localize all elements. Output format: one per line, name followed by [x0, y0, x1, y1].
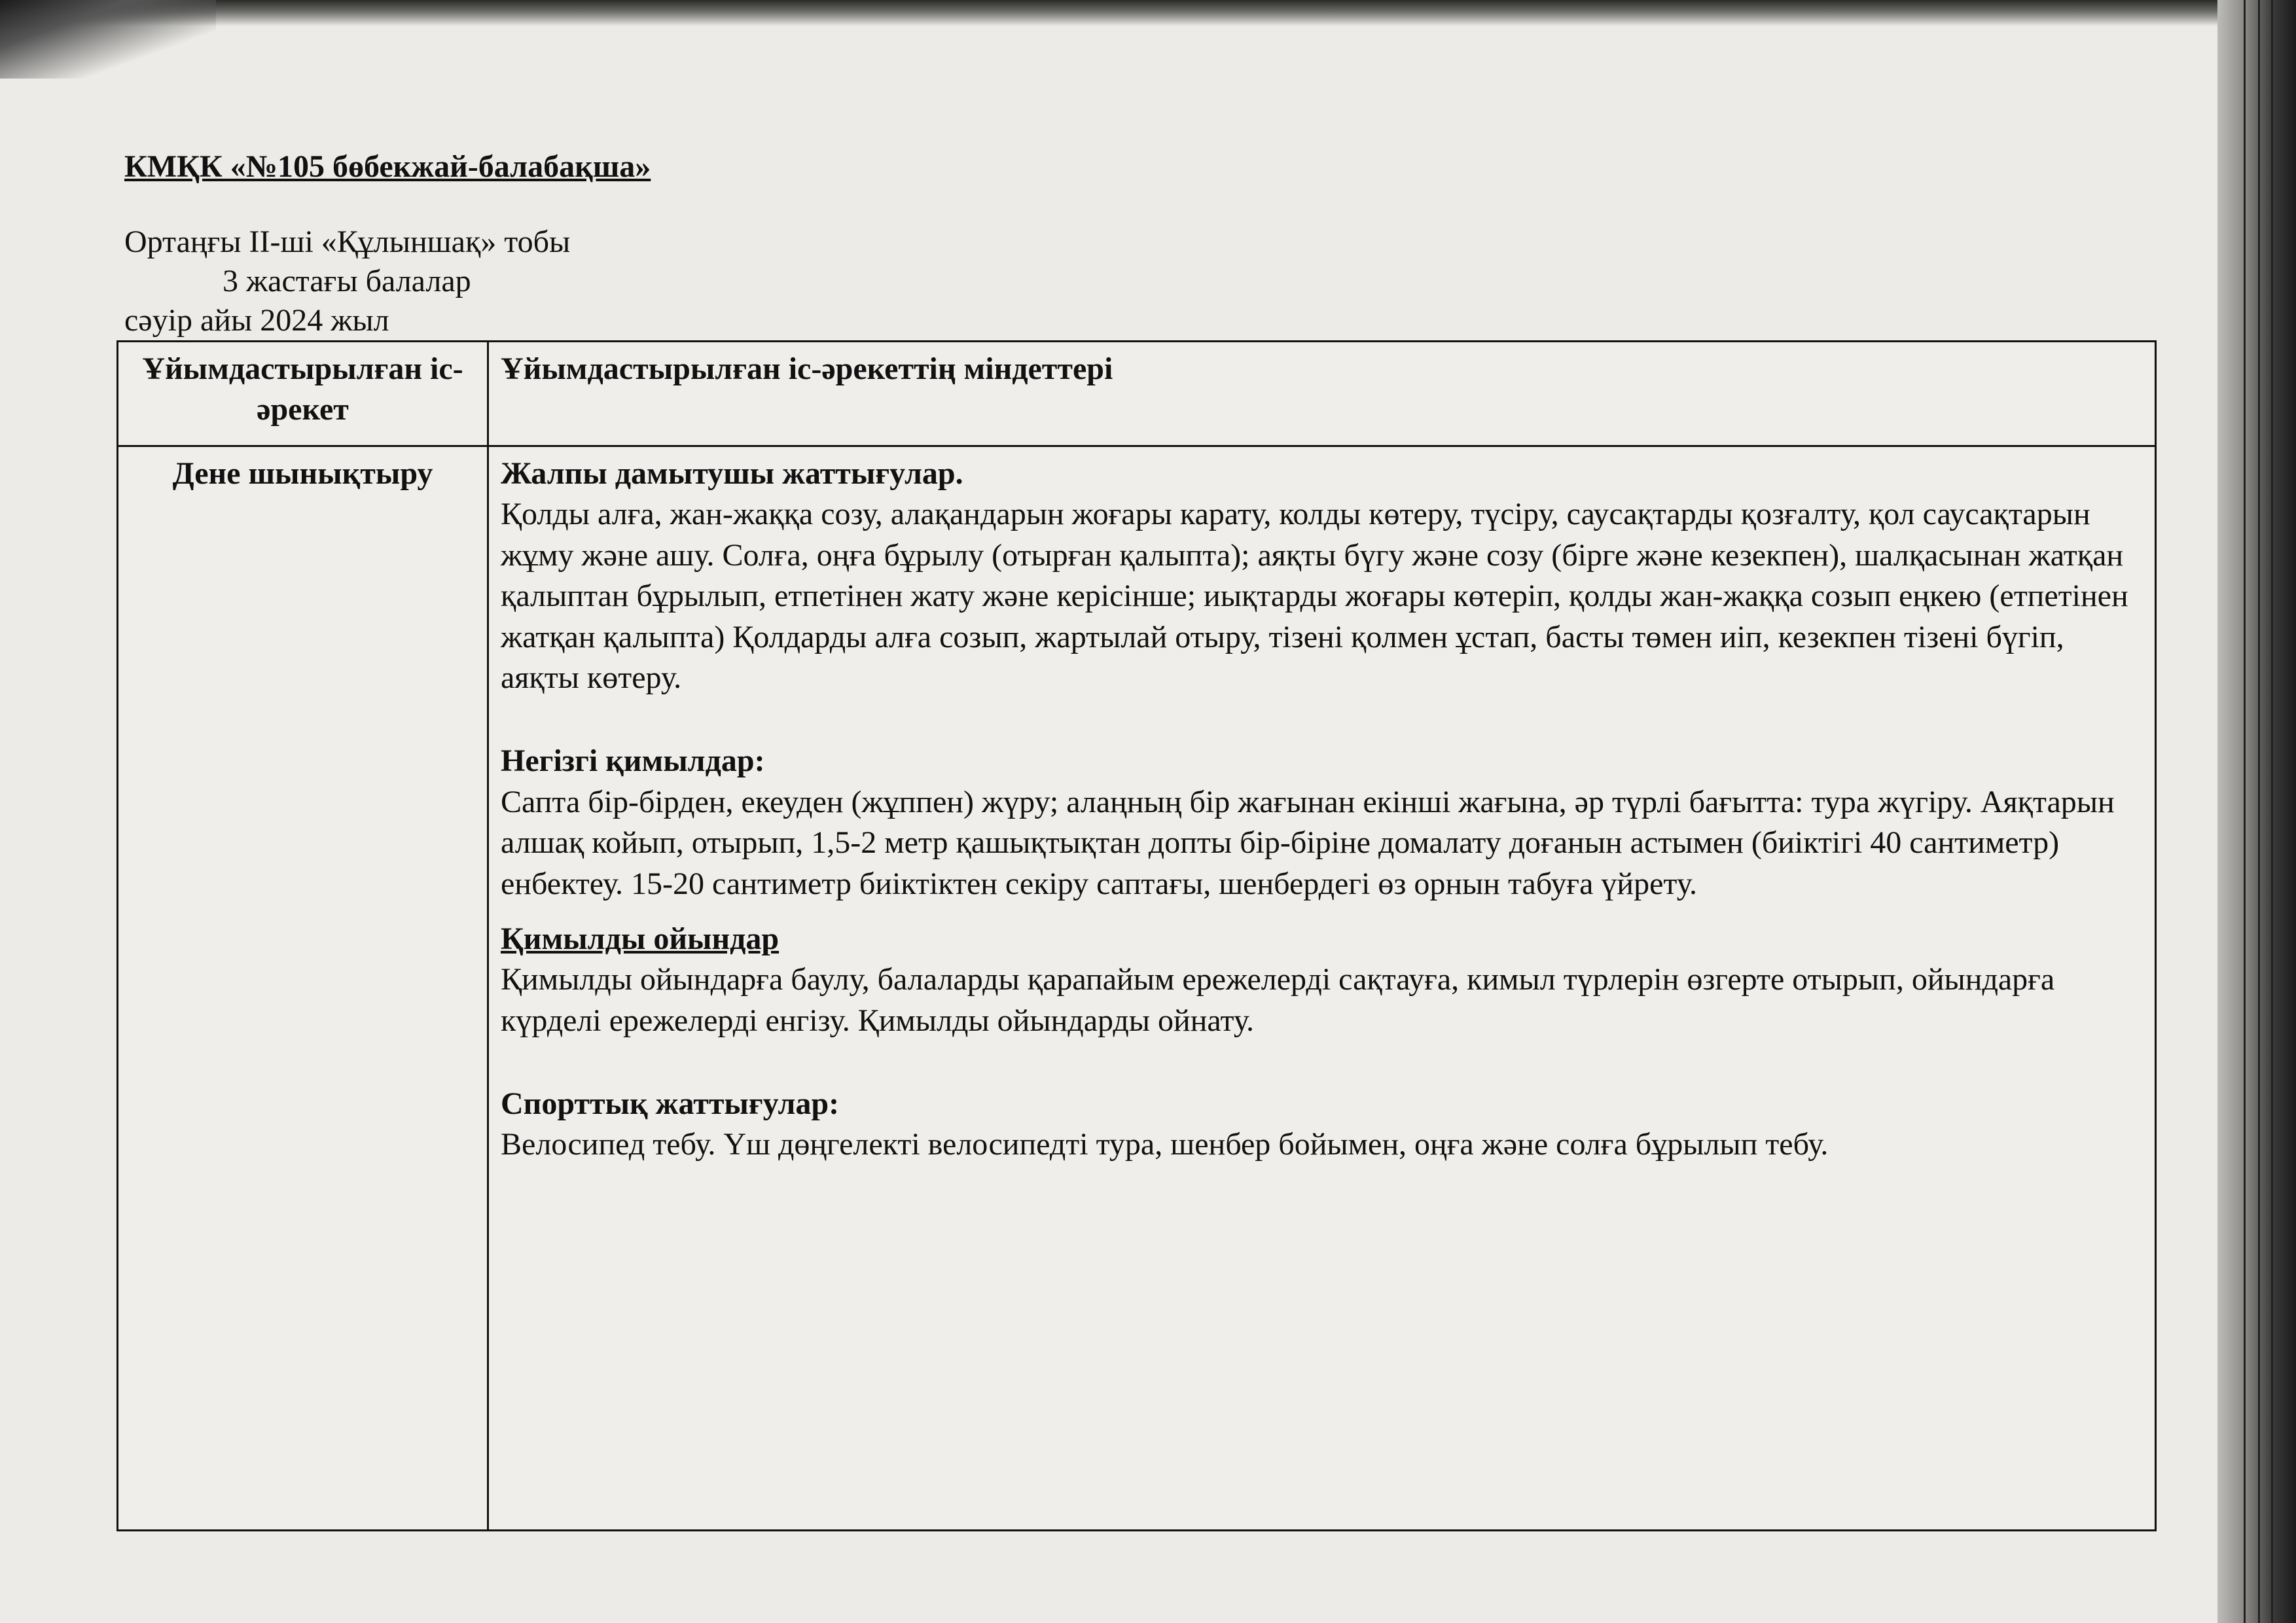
section-body: Қолды алға, жан-жаққа созу, алақандарын жоғары карату, колды көтеру, түсіру, саусақтарды қозғалту, қол саусақтарын жұму және ашу. Солға, оңға бұрылу (отырған қалыпта); аяқты бүгу және созу (бірге және кезекпен), шалқасынан жатқан қалыптан бұрылып, етпетінен жату және керісінше; иықтарды жоғары көтеріп, қолды жан-жаққа созып еңкею (етпетінен жатқан қалыпта) Қолдарды алға созып, жартылай отыру, тізені қолмен ұстап, басты төмен иіп, кезекпен тізені бүгіп, аяқты көтеру. — [501, 497, 2128, 695]
page-edge-line — [2244, 0, 2246, 1623]
column-header-objectives: Ұйымдастырылған іс-әрекеттің міндеттері — [488, 342, 2156, 446]
plan-date: сәуір айы 2024 жыл — [124, 303, 389, 338]
section-body: Сапта бір-бірден, екеуден (жұппен) жүру; алаңның бір жағынан екінші жағына, әр түрлі бағытта: тура жүгіру. Аяқтарын алшақ койып, отырып, 1,5-2 метр қашықтықтан допты бір-біріне домалату доғанын астымен (биіктігі 40 сантиметр) енбектеу. 15-20 сантиметр биіктіктен секіру саптағы, шенбердегі өз орнын табуға үйрету. — [501, 784, 2115, 901]
page-edge-line — [2271, 0, 2273, 1623]
section-body: Қимылды ойындарға баулу, балаларды қарапайым ережелерді сақтауға, кимыл түрлерін өзгерте отырып, ойындарға күрделі ережелерді енгізу. Қимылды ойындарды ойнату. — [501, 962, 2055, 1038]
document-header — [124, 147, 651, 340]
organization-title: КМҚК «№105 бөбекжай-балабақша» — [124, 149, 651, 184]
section-body: Велосипед тебу. Үш дөңгелекті велосипедті тура, шенбер бойымен, оңға және солға бұрылып тебу. — [501, 1127, 1829, 1162]
table-header-row — [118, 342, 2156, 446]
section-title: Спорттық жаттығулар: — [501, 1086, 840, 1122]
section-title: Жалпы дамытушы жаттығулар. — [501, 456, 963, 491]
section-movement-games — [501, 919, 2143, 1041]
section-basic-movements — [501, 741, 2143, 904]
scan-shadow-top — [0, 0, 2296, 26]
section-sport-exercises — [501, 1084, 2143, 1166]
page-edge-line — [2258, 0, 2260, 1623]
objectives-cell — [488, 446, 2156, 1531]
group-name: Ортаңғы ІІ-ші «Құлыншақ» тобы — [124, 224, 571, 259]
table-row — [118, 446, 2156, 1531]
section-title: Негізгі қимылдар: — [501, 743, 765, 779]
subject-cell: Дене шынықтыру — [118, 446, 488, 1531]
column-header-activity: Ұйымдастырылған іс-әрекет — [118, 342, 488, 446]
section-general-exercises — [501, 454, 2143, 698]
activity-table — [117, 340, 2157, 1531]
section-title: Қимылды ойындар — [501, 921, 780, 956]
scan-shadow-corner — [0, 0, 216, 79]
page-stack-edge — [2217, 0, 2296, 1623]
age-group: 3 жастағы балалар — [223, 264, 471, 298]
